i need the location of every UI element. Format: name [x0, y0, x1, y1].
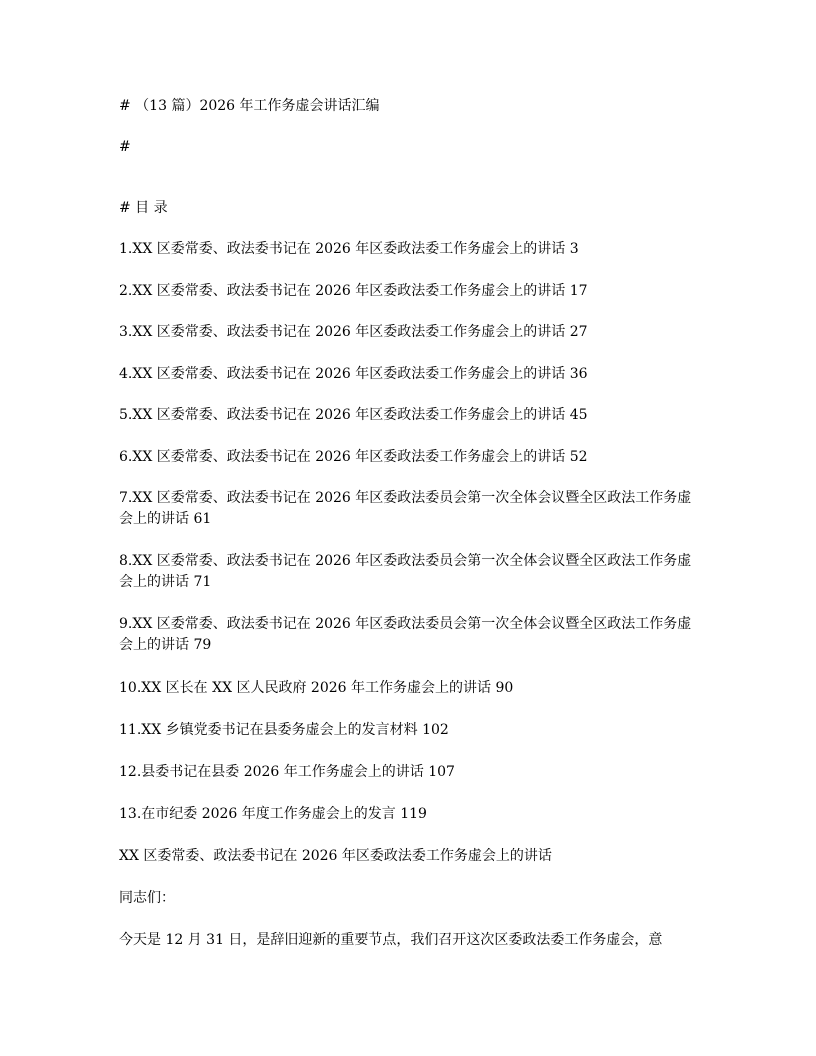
- toc-item: 11.XX 乡镇党委书记在县委务虚会上的发言材料 102: [119, 722, 449, 738]
- toc-item: 3.XX 区委常委、政法委书记在 2026 年区委政法委工作务虚会上的讲话 27: [119, 324, 588, 340]
- body-paragraph: 今天是 12 月 31 日，是辞旧迎新的重要节点，我们召开这次区委政法委工作务虚会，意: [119, 932, 663, 948]
- toc-item: 9.XX 区委常委、政法委书记在 2026 年区委政法委员会第一次全体会议暨全区政法工作务虚会上的讲话 79: [119, 616, 692, 653]
- toc-item: 12.县委书记在县委 2026 年工作务虚会上的讲话 107: [119, 764, 455, 780]
- greeting: 同志们：: [119, 890, 175, 906]
- section-title: XX 区委常委、政法委书记在 2026 年区委政法委工作务虚会上的讲话: [119, 848, 552, 864]
- toc-item: 5.XX 区委常委、政法委书记在 2026 年区委政法委工作务虚会上的讲话 45: [119, 407, 588, 423]
- toc-item: 8.XX 区委常委、政法委书记在 2026 年区委政法委员会第一次全体会议暨全区政法工作务虚会上的讲话 71: [119, 553, 692, 590]
- hash-marker: #: [119, 139, 131, 155]
- toc-heading: # 目 录: [119, 200, 168, 216]
- toc-item: 7.XX 区委常委、政法委书记在 2026 年区委政法委员会第一次全体会议暨全区政法工作务虚会上的讲话 61: [119, 490, 692, 527]
- toc-item: 1.XX 区委常委、政法委书记在 2026 年区委政法委工作务虚会上的讲话 3: [119, 241, 579, 257]
- toc-item: 10.XX 区长在 XX 区人民政府 2026 年工作务虚会上的讲话 90: [119, 680, 514, 696]
- document-title: # （13 篇）2026 年工作务虚会讲话汇编: [119, 98, 380, 114]
- toc-item: 13.在市纪委 2026 年度工作务虚会上的发言 119: [119, 806, 427, 822]
- toc-item: 4.XX 区委常委、政法委书记在 2026 年区委政法委工作务虚会上的讲话 36: [119, 366, 588, 382]
- toc-item: 2.XX 区委常委、政法委书记在 2026 年区委政法委工作务虚会上的讲话 17: [119, 283, 588, 299]
- toc-item: 6.XX 区委常委、政法委书记在 2026 年区委政法委工作务虚会上的讲话 52: [119, 449, 588, 465]
